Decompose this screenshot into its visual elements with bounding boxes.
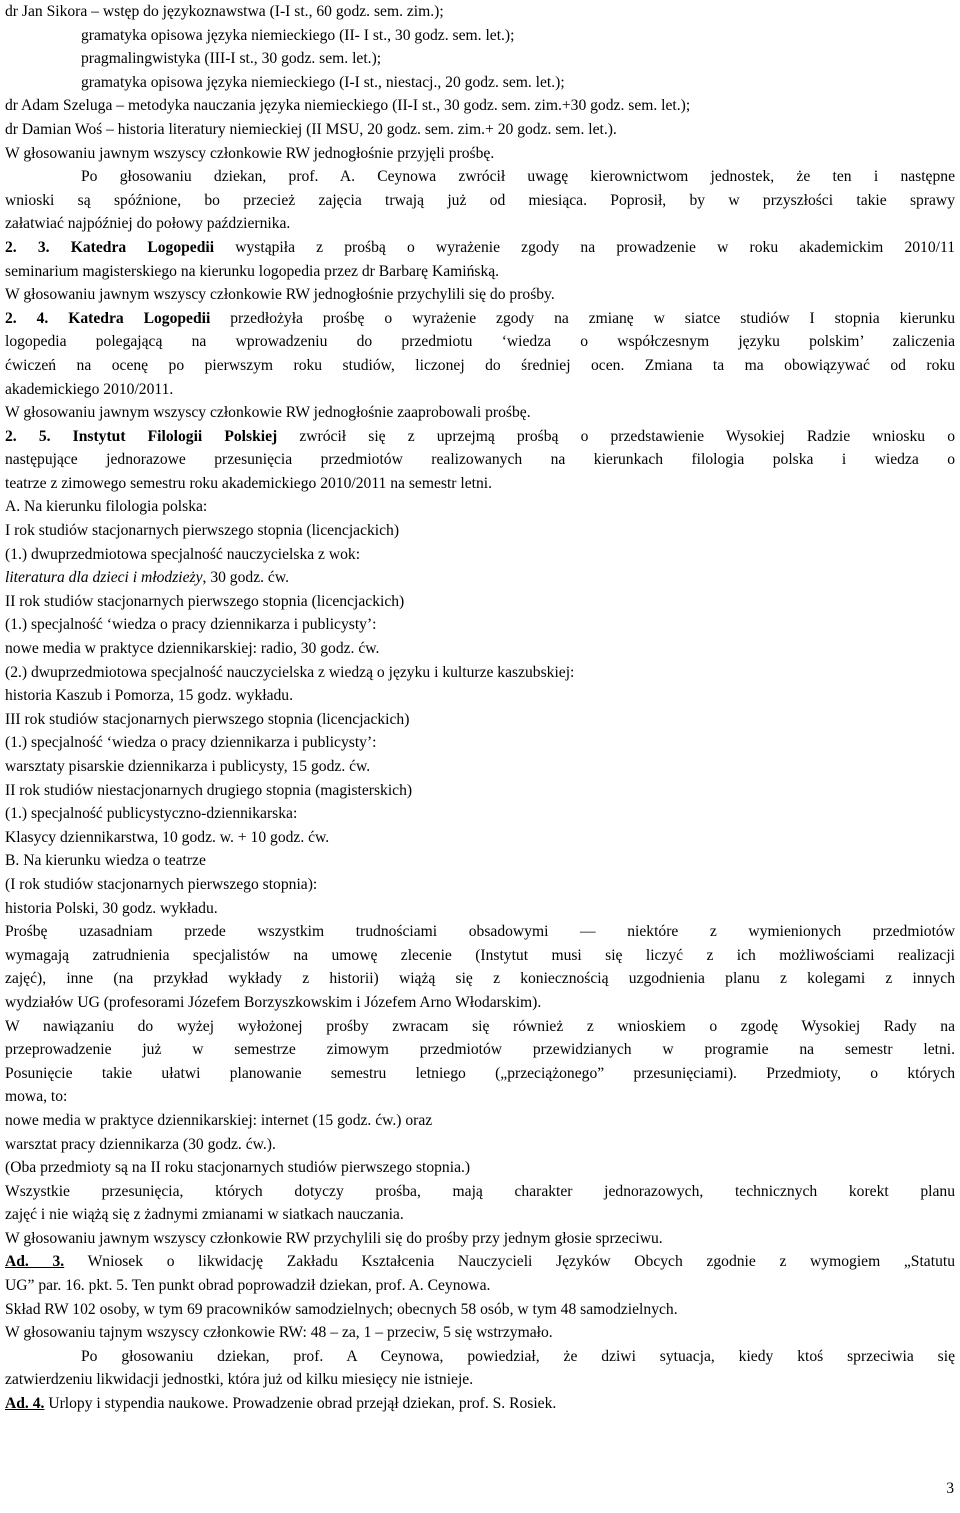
text-run: zwrócił się z uprzejmą prośbą o przedstawienie Wysokiej Radzie wniosku o xyxy=(299,427,956,445)
text-line: następujące jednorazowe przesunięcia przedmiotów realizowanych na kierunkach filologia polska i wiedza o xyxy=(5,451,955,469)
unit-name: Katedra Logopedii xyxy=(70,238,215,256)
text-line: (1.) specjalność ‘wiedza o pracy dziennikarza i publicysty’: xyxy=(5,616,377,634)
text-line: (Oba przedmioty są na II roku stacjonarnych studiów pierwszego stopnia.) xyxy=(5,1159,471,1177)
text-line: A. Na kierunku filologia polska: xyxy=(5,498,208,516)
text-line: zajęć i nie wiążą się z żadnymi zmianami w siatkach nauczania. xyxy=(5,1206,404,1224)
item-number: 2. 5. xyxy=(5,427,51,445)
text-line: dr Jan Sikora – wstęp do językoznawstwa (I-I st., 60 godz. sem. zim.); xyxy=(5,3,444,20)
text-line: warsztat pracy dziennikarza (30 godz. ćw.). xyxy=(5,1135,276,1153)
text-line: dr Damian Woś – historia literatury niemieckiej (II MSU, 20 godz. sem. zim.+ 20 godz. sem. let.). xyxy=(5,120,617,138)
text-line: W głosowaniu jawnym wszyscy członkowie RW jednogłośnie zaaprobowali prośbę. xyxy=(5,404,531,422)
text-line: (1.) specjalność ‘wiedza o pracy dziennikarza i publicysty’: xyxy=(5,734,377,752)
text-line: Prośbę uzasadniam przede wszystkim trudnościami obsadowymi — niektóre z wymienionych przedmiotów xyxy=(5,923,955,941)
text-line: pragmalingwistyka (III-I st., 30 godz. sem. let.); xyxy=(81,50,382,68)
text-line: gramatyka opisowa języka niemieckiego (II- I st., 30 godz. sem. let.); xyxy=(81,26,515,44)
text-line: Posunięcie takie ułatwi planowanie semestru letniego („przeciążonego” przesunięciami). Przedmioty, o których xyxy=(5,1064,955,1082)
text-line: akademickiego 2010/2011. xyxy=(5,380,174,398)
text-run: Wniosek o likwidację Zakładu Kształcenia Nauczycieli Języków Obcych zgodnie z wymogiem „Statutu xyxy=(87,1253,955,1271)
page-number: 3 xyxy=(946,1480,954,1497)
text-line: gramatyka opisowa języka niemieckiego (I-I st., niestacj., 20 godz. sem. let.); xyxy=(81,73,565,91)
text-line: logopedia polegającą na wprowadzeniu do przedmiotu ‘wiedza o współczesnym języku polskim’ zaliczenia xyxy=(5,333,955,351)
text-line: Wszystkie przesunięcia, których dotyczy prośba, mają charakter jednorazowych, technicznych korekt planu xyxy=(5,1182,955,1200)
text-line: (1.) dwuprzedmiotowa specjalność nauczycielska z wok: xyxy=(5,545,361,563)
text-line: mowa, to: xyxy=(5,1088,68,1106)
course-title: literatura dla dzieci i młodzieży xyxy=(5,569,203,587)
text-line: Skład RW 102 osoby, w tym 69 pracowników samodzielnych; obecnych 58 osób, w tym 48 samodzielnych. xyxy=(5,1300,678,1318)
text-line: zajęć), inne (na przykład wykłady z historii) wiążą się z koniecznością uzgodnienia planu z kolegami z innych xyxy=(5,970,955,988)
text-line: Po głosowaniu dziekan, prof. A. Ceynowa zwrócił uwagę kierownictwom jednostek, że ten i następne xyxy=(81,168,955,186)
text-line xyxy=(5,425,955,449)
text-run: wystąpiła z prośbą o wyrażenie zgody na prowadzenie w roku akademickim 2010/11 xyxy=(235,238,956,256)
text-line: II rok studiów stacjonarnych pierwszego stopnia (licencjackich) xyxy=(5,592,405,610)
text-line: wydziałów UG (profesorami Józefem Borzyszkowskim i Józefem Arno Włodarskim). xyxy=(5,993,542,1011)
text-line: przeprowadzenie już w semestrze zimowym przedmiotów przewidzianych w programie na semestr letni. xyxy=(5,1041,955,1059)
text-line: W głosowaniu jawnym wszyscy członkowie RW jednogłośnie przyjęli prośbę. xyxy=(5,144,495,162)
text-line: (2.) dwuprzedmiotowa specjalność nauczycielska z wiedzą o języku i kulturze kaszubskiej: xyxy=(5,663,575,681)
text-line: III rok studiów stacjonarnych pierwszego stopnia (licencjackich) xyxy=(5,710,410,728)
text-run: , 30 godz. ćw. xyxy=(202,569,289,587)
text-line xyxy=(5,1392,955,1416)
text-line xyxy=(5,307,955,331)
text-line: UG” par. 16. pkt. 5. Ten punkt obrad poprowadził dziekan, prof. A. Ceynowa. xyxy=(5,1277,491,1295)
text-line: nowe media w praktyce dziennikarskiej: radio, 30 godz. ćw. xyxy=(5,640,380,658)
text-line: historia Polski, 30 godz. wykładu. xyxy=(5,899,218,917)
unit-name: Instytut Filologii Polskiej xyxy=(72,427,278,445)
text-run: Urlopy i stypendia naukowe. Prowadzenie obrad przejął dziekan, prof. S. Rosiek. xyxy=(48,1395,557,1413)
item-number: 2. 3. xyxy=(5,238,50,256)
text-line: (1.) specjalność publicystyczno-dziennikarska: xyxy=(5,805,298,823)
text-line: zatwierdzeniu likwidacji jednostki, która już od kilku miesięcy nie istnieje. xyxy=(5,1371,474,1389)
text-line: historia Kaszub i Pomorza, 15 godz. wykładu. xyxy=(5,687,293,705)
text-run: przedłożyła prośbę o wyrażenie zgody na zmianę w siatce studiów I stopnia kierunku xyxy=(230,309,956,327)
text-line: ćwiczeń na ocenę po pierwszym roku studiów, liczonej do średniej ocen. Zmiana ta ma obowiązywać od roku xyxy=(5,356,955,374)
text-line: Klasycy dziennikarstwa, 10 godz. w. + 10 godz. ćw. xyxy=(5,828,330,846)
text-line: W głosowaniu jawnym wszyscy członkowie RW przychylili się do prośby przy jednym głosie sprzeciwu. xyxy=(5,1229,663,1247)
text-line: dr Adam Szeluga – metodyka nauczania języka niemieckiego (II-I st., 30 godz. sem. zim.+30 godz. sem. let.); xyxy=(5,97,691,115)
text-line xyxy=(5,1250,955,1274)
text-line: teatrze z zimowego semestru roku akademickiego 2010/2011 na semestr letni. xyxy=(5,474,492,492)
text-line: W głosowaniu tajnym wszyscy członkowie RW: 48 – za, 1 – przeciw, 5 się wstrzymało. xyxy=(5,1324,553,1342)
item-number: 2. 4. xyxy=(5,309,49,327)
text-line: B. Na kierunku wiedza o teatrze xyxy=(5,852,206,870)
agenda-item-label: Ad. 3. xyxy=(5,1253,65,1271)
text-line: II rok studiów niestacjonarnych drugiego stopnia (magisterskich) xyxy=(5,781,413,799)
unit-name: Katedra Logopedii xyxy=(68,309,211,327)
text-line: W nawiązaniu do wyżej wyłożonej prośby zwracam się również z wnioskiem o zgodę Wysokiej Rady na xyxy=(5,1017,955,1035)
text-line xyxy=(5,566,955,590)
document-body xyxy=(5,0,955,1416)
text-line: I rok studiów stacjonarnych pierwszego stopnia (licencjackich) xyxy=(5,522,400,540)
text-line: Po głosowaniu dziekan, prof. A Ceynowa, powiedział, że dziwi sytuacja, kiedy ktoś sprzeciwia się xyxy=(81,1347,955,1365)
text-line: wnioski są spóźnione, bo przecież zajęcia trwają już od miesiąca. Poprosił, by w przyszłości takie sprawy xyxy=(5,191,955,209)
text-line: W głosowaniu jawnym wszyscy członkowie RW jednogłośnie przychylili się do prośby. xyxy=(5,286,555,304)
text-line: seminarium magisterskiego na kierunku logopedia przez dr Barbarę Kamińską. xyxy=(5,262,500,280)
agenda-item-label: Ad. 4. xyxy=(5,1395,45,1413)
text-line: wymagają zatrudnienia specjalistów na umowę zlecenie (Instytut musi się liczyć z ich możliwościami realizacji xyxy=(5,946,955,964)
text-line: nowe media w praktyce dziennikarskiej: internet (15 godz. ćw.) oraz xyxy=(5,1111,433,1129)
text-line: załatwiać najpóźniej do połowy października. xyxy=(5,215,291,233)
text-line: (I rok studiów stacjonarnych pierwszego stopnia): xyxy=(5,875,318,893)
text-line xyxy=(5,236,955,260)
text-line: warsztaty pisarskie dziennikarza i publicysty, 15 godz. ćw. xyxy=(5,758,371,775)
